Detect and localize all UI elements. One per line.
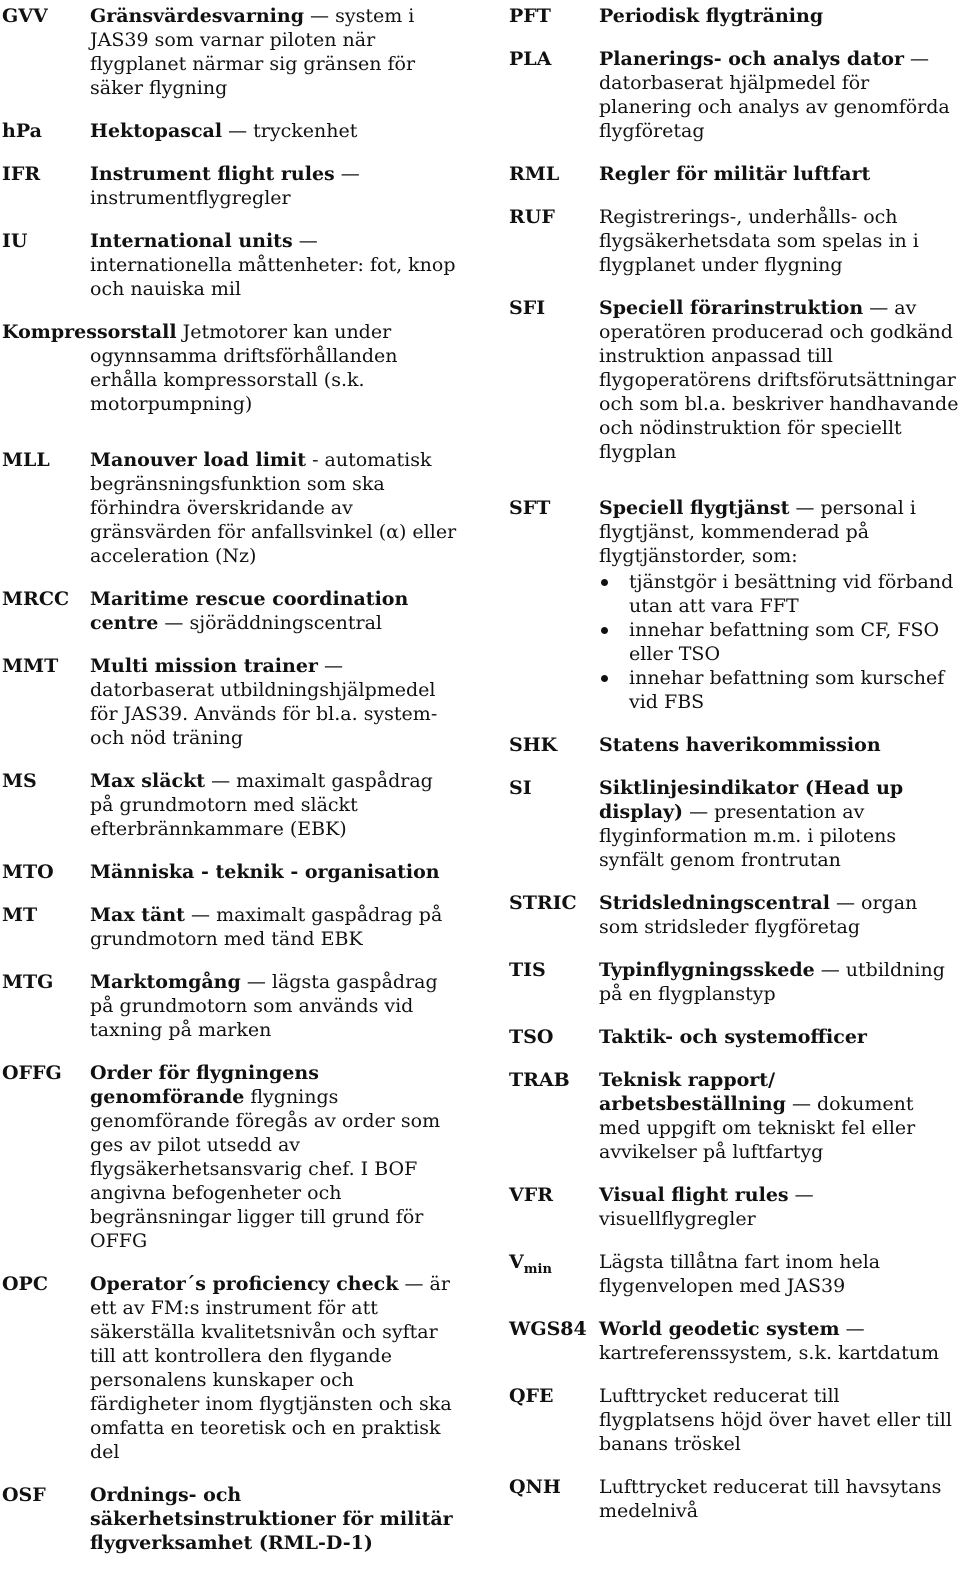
bullet-item: tjänstgör i besättning vid förband utan att vara FFT <box>599 570 960 618</box>
bullet-list <box>599 570 960 714</box>
abbreviation-main: V <box>509 1251 524 1273</box>
abbreviation: MMT <box>2 655 59 677</box>
bullet-item: innehar befattning som kurschef vid FBS <box>599 666 960 714</box>
abbreviation: IU <box>2 230 28 252</box>
definition-text: utbildning på en flygplanstyp <box>599 959 945 1005</box>
definition <box>90 860 457 884</box>
abbreviation: SFT <box>509 497 551 519</box>
definition: Max tänt — maximalt gaspådrag på grundmotorn med tänd EBK <box>90 904 443 950</box>
entry-pft <box>509 4 960 28</box>
entry-stric <box>509 891 960 939</box>
definition-text: Lufttrycket reducerat till flygplatsens höjd över havet eller till banans tröskel <box>599 1385 952 1455</box>
definition-text: personal i flygtjänst, kommenderad på flygtjänstorder, som: <box>599 497 916 567</box>
definition: Planerings- och analys dator — datorbaserat hjälpmedel för planering och analys av genomförda flygföretag <box>599 48 950 142</box>
definition <box>599 4 960 28</box>
right-column <box>509 4 960 1542</box>
term: Regler för militär luftfart <box>599 163 871 185</box>
definition: Maritime rescue coordination centre — sjöräddningscentral <box>90 588 409 634</box>
abbreviation: MTO <box>2 861 54 883</box>
term: Statens haverikommission <box>599 734 881 756</box>
term: Max tänt <box>90 904 185 926</box>
definition <box>2 320 457 416</box>
abbreviation: MTG <box>2 971 54 993</box>
entry-ms <box>2 769 457 841</box>
term: World geodetic system <box>599 1318 840 1340</box>
term: Instrument flight rules <box>90 163 335 185</box>
abbreviation: PFT <box>509 5 551 27</box>
definition <box>599 162 960 186</box>
definition-text: organ som stridsleder flygföretag <box>599 892 918 938</box>
entry-iu <box>2 229 457 301</box>
abbreviation-subscript: min <box>523 1261 552 1277</box>
definition: Teknisk rapport/ arbetsbeställning — dokument med uppgift om tekniskt fel eller avvikelser på luftfartyg <box>599 1069 916 1163</box>
abbreviation: SHK <box>509 734 558 756</box>
abbreviation: TRAB <box>509 1069 570 1091</box>
definition <box>599 1475 960 1523</box>
term: Order för flygningens genomförande <box>90 1062 319 1108</box>
definition-text: kartreferenssystem, s.k. kartdatum <box>599 1342 940 1364</box>
term: Speciell förarinstruktion <box>599 297 864 319</box>
abbreviation: TIS <box>509 959 546 981</box>
definition <box>599 1250 960 1298</box>
abbreviation: MRCC <box>2 588 70 610</box>
entry-vmin <box>509 1250 960 1298</box>
abbreviation: IFR <box>2 163 41 185</box>
definition-text: flygnings genomförande föregås av order som ges av pilot utsedd av flygsäkerhetsansvarig chef. I BOF angivna befogenheter och begränsningar ligger till grund för OFFG <box>90 1086 441 1252</box>
definition: Visual flight rules — visuellflygregler <box>599 1184 814 1230</box>
entry-mtg <box>2 970 457 1042</box>
definition-text: tryckenhet <box>253 120 358 142</box>
term: Människa - teknik - organisation <box>90 861 440 883</box>
term: Kompressorstall <box>2 321 177 343</box>
abbreviation <box>509 1250 599 1277</box>
term: Periodisk flygträning <box>599 5 824 27</box>
abbreviation: PLA <box>509 48 552 70</box>
abbreviation: TSO <box>509 1026 554 1048</box>
abbreviation: QNH <box>509 1476 561 1498</box>
entry-kompressorstall <box>2 320 457 416</box>
definition: Hektopascal — tryckenhet <box>90 120 358 142</box>
definition-text: datorbaserat hjälpmedel för planering och analys av genomförda flygföretag <box>599 72 950 142</box>
entry-trab <box>509 1068 960 1164</box>
definition: Typinflygningsskede — utbildning på en flygplanstyp <box>599 959 945 1005</box>
term: Teknisk rapport/ arbetsbeställning <box>599 1069 786 1115</box>
entry-wgs84 <box>509 1317 960 1365</box>
left-column <box>2 4 457 1574</box>
definition <box>90 1061 457 1253</box>
entry-osf <box>2 1483 457 1555</box>
definition: International units — internationella måttenheter: fot, knop och nauiska mil <box>90 230 456 300</box>
definition-text: maximalt gaspådrag på grundmotorn med tänd EBK <box>90 904 443 950</box>
abbreviation: OFFG <box>2 1062 62 1084</box>
entry-pla <box>509 47 960 143</box>
entry-mt <box>2 903 457 951</box>
definition: Marktomgång — lägsta gaspådrag på grundmotorn som används vid taxning på marken <box>90 971 438 1041</box>
definition-text: datorbaserat utbildningshjälpmedel för JAS39. Används för bl.a. system- och nöd träning <box>90 679 438 749</box>
definition: Operator´s proficiency check — är ett av FM:s instrument för att säkerställa kvalitetsnivån och syftar till att kontrollera den flygande personalens kunskaper och färdigheter inom flygtjänsten och ska omfatta en teoretisk och en praktisk del <box>90 1273 452 1463</box>
abbreviation: SI <box>509 777 532 799</box>
definition-text: dokument med uppgift om tekniskt fel eller avvikelser på luftfartyg <box>599 1093 916 1163</box>
definition: Speciell förarinstruktion — av operatören producerad och godkänd instruktion anpassad till flygoperatörens driftsförutsättningar och som bl.a. beskriver handhavande och nödinstruktion för speciellt flygplan <box>599 297 959 463</box>
entry-tis <box>509 958 960 1006</box>
definition: World geodetic system — kartreferenssystem, s.k. kartdatum <box>599 1318 940 1364</box>
term: Taktik- och systemofficer <box>599 1026 867 1048</box>
entry-gvv <box>2 4 457 100</box>
entry-hpa <box>2 119 457 143</box>
definition: Instrument flight rules — instrumentflygregler <box>90 163 360 209</box>
definition-text: presentation av flyginformation m.m. i pilotens synfält genom frontrutan <box>599 801 897 871</box>
definition-text: är ett av FM:s instrument för att säkerställa kvalitetsnivån och syftar till att kontrollera den flygande personalens kunskaper och färdigheter inom flygtjänsten och ska omfatta en teoretisk och en praktisk del <box>90 1273 452 1463</box>
term: Visual flight rules <box>599 1184 789 1206</box>
abbreviation: OSF <box>2 1484 46 1506</box>
abbreviation: MS <box>2 770 37 792</box>
abbreviation: MLL <box>2 449 50 471</box>
entry-rml <box>509 162 960 186</box>
term: Planerings- och analys dator <box>599 48 904 70</box>
definition-text: Registrerings-, underhålls- och flygsäkerhetsdata som spelas in i flygplanet under flygning <box>599 206 919 276</box>
entry-offg <box>2 1061 457 1253</box>
definition <box>599 1384 960 1456</box>
entry-shk <box>509 733 960 757</box>
entry-mto <box>2 860 457 884</box>
definition-text: maximalt gaspådrag på grundmotorn med släckt efterbrännkammare (EBK) <box>90 770 433 840</box>
definition <box>599 205 960 277</box>
definition-text: av operatören producerad och godkänd instruktion anpassad till flygoperatörens driftsförutsättningar och som bl.a. beskriver handhavande och nödinstruktion för speciellt flygplan <box>599 297 959 463</box>
definition: Gränsvärdesvarning — system i JAS39 som varnar piloten när flygplanet närmar sig gränsen för säker flygning <box>90 5 416 99</box>
term: Hektopascal <box>90 120 223 142</box>
definition-text: automatisk begränsningsfunktion som ska förhindra överskridande av gränsvärden för anfallsvinkel (α) eller acceleration (Nz) <box>90 449 457 567</box>
definition: Stridsledningscentral — organ som stridsleder flygföretag <box>599 892 918 938</box>
term: Speciell flygtjänst <box>599 497 790 519</box>
definition-text: Jetmotorer kan under ogynnsamma driftsförhållanden erhålla kompressorstall (s.k. motorpumpning) <box>90 321 398 415</box>
term: Operator´s proficiency check <box>90 1273 399 1295</box>
definition: Multi mission trainer — datorbaserat utbildningshjälpmedel för JAS39. Används för bl.a. system- och nöd träning <box>90 655 438 749</box>
abbreviation: RML <box>509 163 560 185</box>
entry-mll <box>2 448 457 568</box>
definition: Siktlinjesindikator (Head up display) — presentation av flyginformation m.m. i pilotens synfält genom frontrutan <box>599 777 904 871</box>
definition <box>90 1483 457 1555</box>
entry-sfi <box>509 296 960 464</box>
entry-sft <box>509 496 960 714</box>
entry-ruf <box>509 205 960 277</box>
abbreviation: MT <box>2 904 38 926</box>
definition: Speciell flygtjänst — personal i flygtjänst, kommenderad på flygtjänstorder, som: tjänstgör i besättning vid förband utan att vara FFT innehar befattning som CF, FSO eller TSO innehar befattning som kurschef vid FBS <box>599 496 960 714</box>
abbreviation: SFI <box>509 297 546 319</box>
abbreviation: VFR <box>509 1184 554 1206</box>
abbreviation: OPC <box>2 1273 48 1295</box>
entry-qnh <box>509 1475 960 1523</box>
term: Gränsvärdesvarning <box>90 5 304 27</box>
entry-mrcc <box>2 587 457 635</box>
definition: Manouver load limit - automatisk begränsningsfunktion som ska förhindra överskridande av gränsvärden för anfallsvinkel (α) eller acceleration (Nz) <box>90 449 457 567</box>
term: Manouver load limit <box>90 449 307 471</box>
definition <box>599 1025 960 1049</box>
term: Maritime rescue coordination centre <box>90 588 409 634</box>
term: Max släckt <box>90 770 206 792</box>
entry-qfe <box>509 1384 960 1456</box>
abbreviation: GVV <box>2 5 48 27</box>
abbreviation: RUF <box>509 206 555 228</box>
definition-text: instrumentflygregler <box>90 187 291 209</box>
definition-text: internationella måttenheter: fot, knop och nauiska mil <box>90 254 456 300</box>
definition-text: visuellflygregler <box>599 1208 756 1230</box>
definition <box>599 733 960 757</box>
definition-text: Lägsta tillåtna fart inom hela flygenvelopen med JAS39 <box>599 1251 881 1297</box>
bullet-item: innehar befattning som CF, FSO eller TSO <box>599 618 960 666</box>
term: Typinflygningsskede <box>599 959 815 981</box>
term: Siktlinjesindikator (Head up display) <box>599 777 904 823</box>
entry-tso <box>509 1025 960 1049</box>
definition-text: system i JAS39 som varnar piloten när flygplanet närmar sig gränsen för säker flygning <box>90 5 416 99</box>
term: Multi mission trainer <box>90 655 318 677</box>
definition: Max släckt — maximalt gaspådrag på grundmotorn med släckt efterbrännkammare (EBK) <box>90 770 433 840</box>
term: Marktomgång <box>90 971 241 993</box>
term: Ordnings- och säkerhetsinstruktioner för militär flygverksamhet (RML-D-1) <box>90 1484 453 1554</box>
abbreviation: QFE <box>509 1385 554 1407</box>
definition-text: sjöräddningscentral <box>189 612 382 634</box>
definition-text: Lufttrycket reducerat till havsytans medelnivå <box>599 1476 942 1522</box>
definition-text: lägsta gaspådrag på grundmotorn som används vid taxning på marken <box>90 971 438 1041</box>
term: Stridsledningscentral <box>599 892 830 914</box>
entry-vfr <box>509 1183 960 1231</box>
entry-si <box>509 776 960 872</box>
abbreviation: STRIC <box>509 892 577 914</box>
abbreviation: hPa <box>2 120 42 142</box>
abbreviation: WGS84 <box>509 1318 587 1340</box>
term: International units <box>90 230 293 252</box>
entry-opc <box>2 1272 457 1464</box>
entry-ifr <box>2 162 457 210</box>
entry-mmt <box>2 654 457 750</box>
